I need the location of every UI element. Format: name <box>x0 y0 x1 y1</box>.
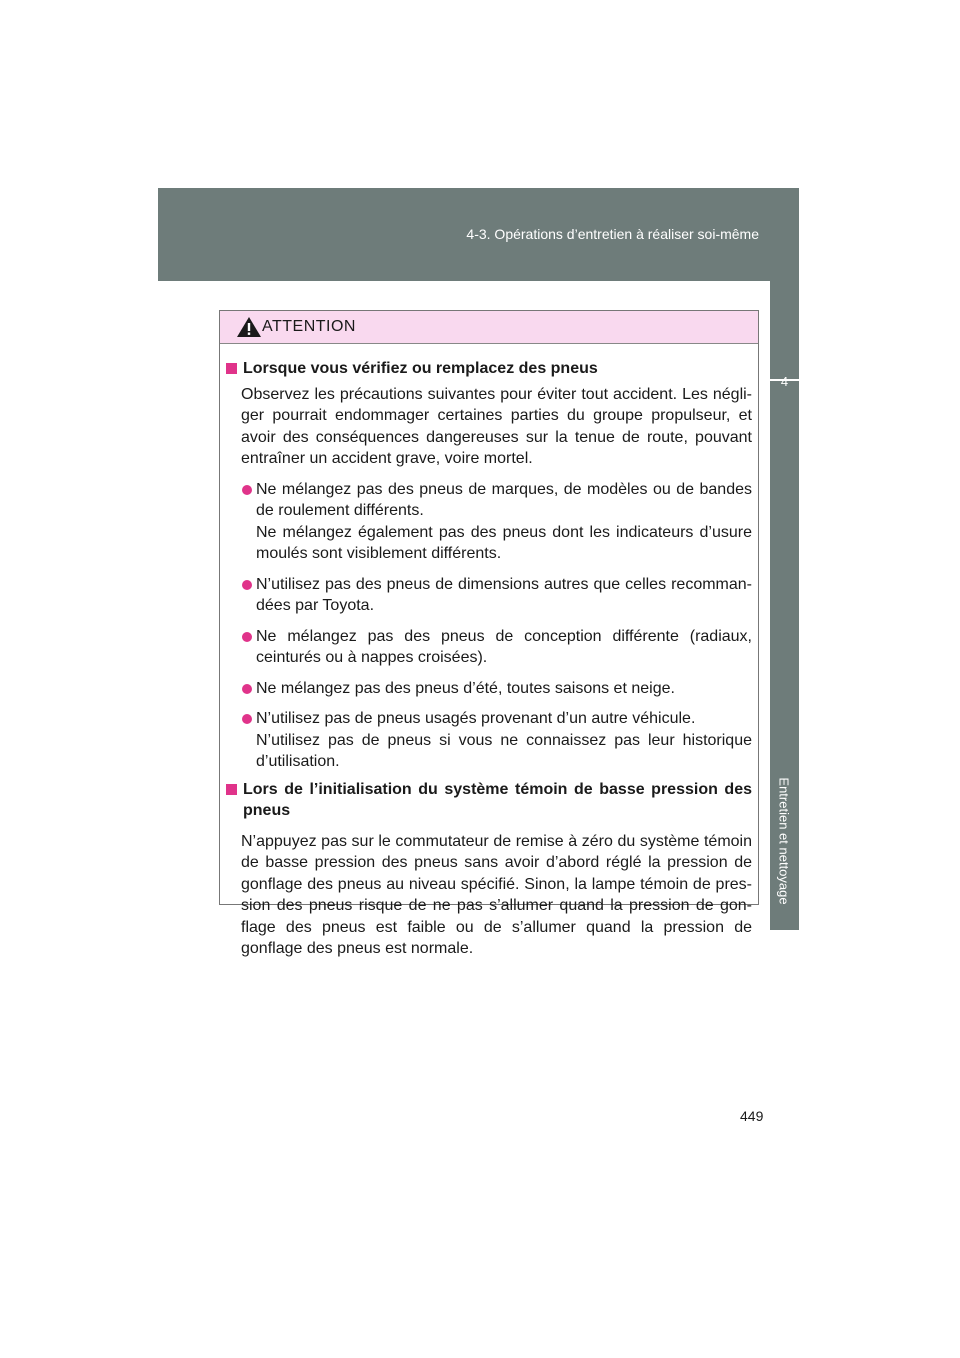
chapter-number: 4 <box>780 374 789 389</box>
section-heading: Lors de l’initialisation du système témoin de basse pression des pneus <box>225 779 752 822</box>
round-bullet-icon <box>242 580 252 590</box>
warning-header <box>220 311 758 344</box>
page-number: 449 <box>740 1108 764 1124</box>
chapter-title: 4-3. Opérations d’entretien à réaliser soi-même <box>466 226 759 242</box>
list-item: Ne mélangez pas des pneus de marques, de modèles ou de bandes de roulement différents. Ne mélangez également pas des pneus dont les indicateurs d’usure moulés sont visiblement différents. <box>241 479 752 565</box>
chapter-side-tab <box>770 281 799 930</box>
list-item: Ne mélangez pas des pneus de conception différente (radiaux, ceinturés ou à nappes croisées). <box>241 626 752 669</box>
list-item: N’utilisez pas de pneus usagés provenant d’un autre véhicule. N’utilisez pas de pneus si vous ne connaissez pas leur historique d’utilisation. <box>241 708 752 773</box>
section-heading: Lorsque vous vérifiez ou remplacez des pneus <box>225 358 752 380</box>
list-item: N’utilisez pas des pneus de dimensions autres que celles recommandées par Toyota. <box>241 574 752 617</box>
section-paragraph: Observez les précautions suivantes pour éviter tout accident. Les négliger pourrait endommager certaines parties du groupe propulseur, et avoir des conséquences dangereuses sur la tenue de route, pouvant entraîner un accident grave, voire mortel. <box>241 385 752 467</box>
chapter-number-box <box>770 281 799 379</box>
round-bullet-icon <box>242 684 252 694</box>
section-paragraph: N’appuyez pas sur le commutateur de remise à zéro du système témoin de basse pression des pneus sans avoir d’abord réglé la pression de gonflage des pneus au niveau spécifié. Sinon, la lampe témoin de pression des pneus risque de ne pas s’allumer quand la pression de gonflage des pneus est faible ou de s’allumer quand la pression de gonflage des pneus est normale. <box>241 832 752 957</box>
warning-triangle-icon <box>236 316 262 338</box>
square-bullet-icon <box>226 784 237 795</box>
warning-title: ATTENTION <box>262 318 356 335</box>
chapter-header-band <box>158 188 799 281</box>
round-bullet-icon <box>242 714 252 724</box>
round-bullet-icon <box>242 632 252 642</box>
square-bullet-icon <box>226 363 237 374</box>
list-item: Ne mélangez pas des pneus d’été, toutes saisons et neige. <box>241 678 752 700</box>
warning-box <box>219 310 759 957</box>
round-bullet-icon <box>242 485 252 495</box>
warning-body <box>220 344 758 960</box>
chapter-label: Entretien et nettoyage <box>776 777 792 905</box>
